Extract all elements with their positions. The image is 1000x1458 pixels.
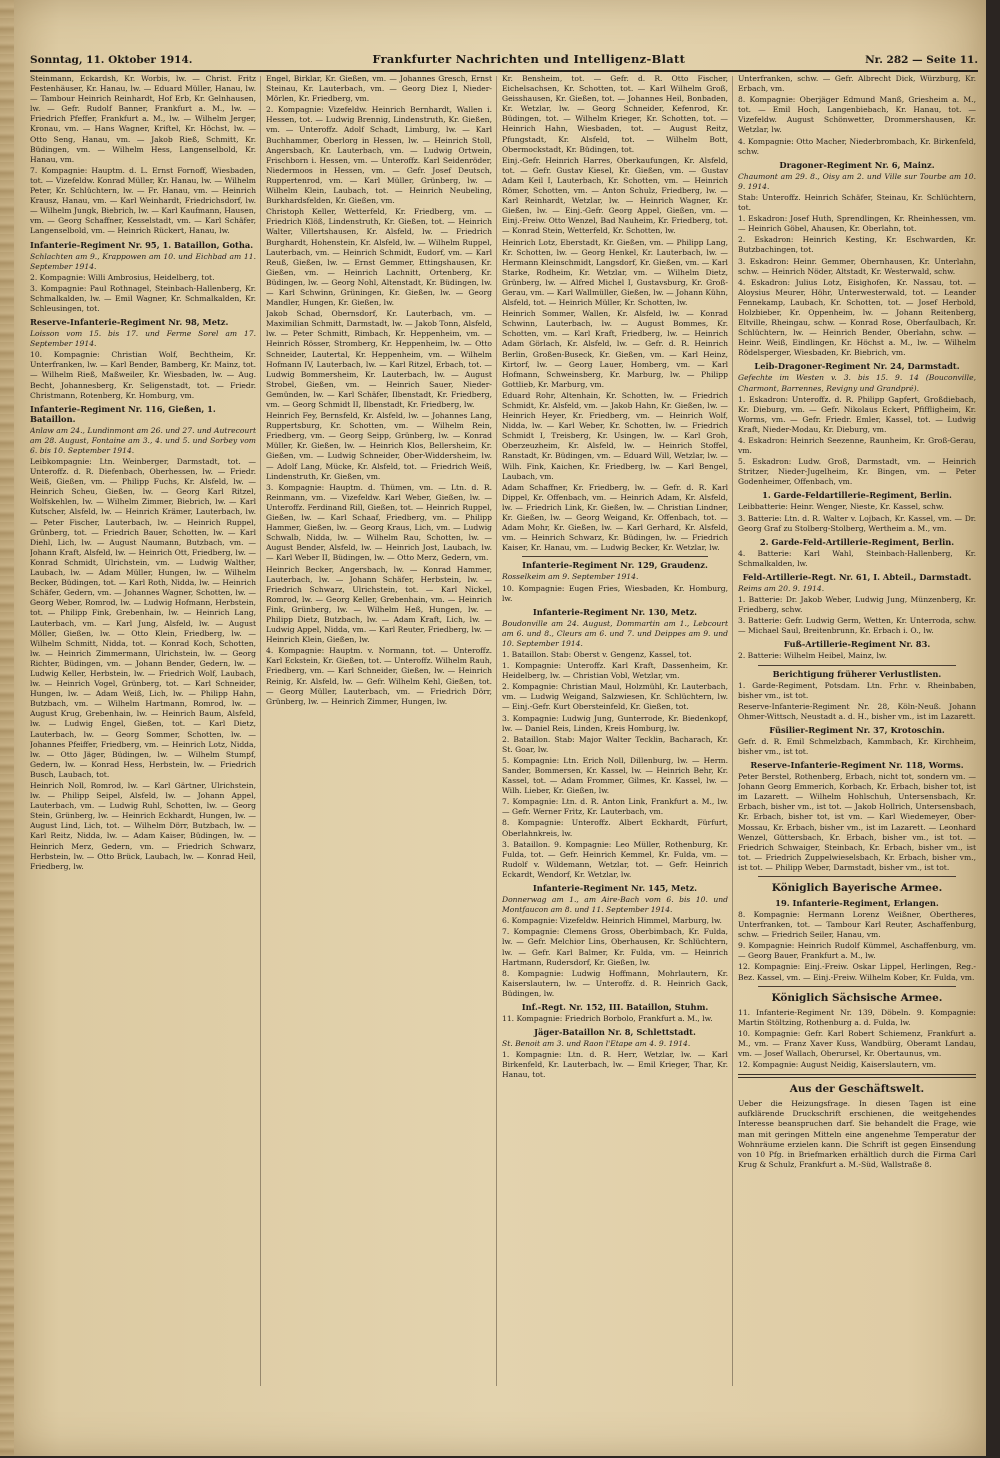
paragraph: 1. Bataillon. Stab: Oberst v. Gengenz, Kassel, tot.	[502, 649, 692, 659]
regiment-heading: 1. Garde-Feldartillerie-Regiment, Berlin.	[762, 490, 952, 501]
paragraph: 3. Kompagnie: Paul Rothnagel, Steinbach-Hallenberg, Kr. Schmalkalden, lw. — Emil Wagner, Kr. Schmalkalden, Kr. Schleusingen, tot.	[30, 283, 256, 313]
paragraph: Heinrich Noll, Romrod, lw. — Karl Gärtner, Ulrichstein, lw. — Philipp Seipel, Alsfeld, lw. — Johann Appel, Lauterbach, vm. — Ludwig Ruhl, Schotten, lw. — Georg Stein, Grünberg, lw. — Heinrich Eckhardt, Hungen, lw. — August Lind, Lich, tot. — Wilhelm Dörr, Butzbach, lw. — Karl Reitz, Nidda, lw. — Adam Kaiser, Büdingen, lw. — Heinrich Merz, Gedern, vm. — Friedrich Schwarz, Herbstein, lw. — Otto Brück, Laubach, lw. — Konrad Heil, Friedberg, lw.	[30, 781, 256, 871]
paragraph: 2. Kompagnie: Vizefeldw. Heinrich Bernhardt, Wallen i. Hessen, tot. — Ludwig Brennig, Lindenstruth, Kr. Gießen, vm. — Unteroffz. Adolf Schadt, Limburg, lw. — Karl Buchhammer, Oberlorg in Hessen, lw. — Heinrich Stoll, Angersbach, Kr. Lauterbach, vm. — Ludwig Ortwein, Frischborn i. Hessen, vm. — Unteroffz. Karl Seidenröder, Niedermoos in Hessen, vm. — Gefr. Josef Deutsch, Ruppertenrod, vm. — Karl Müller, Grünberg, lw. — Wilhelm Klein, Laubach, tot. — Heinrich Neubeling, Burkhardsfelden, Kr. Gießen, vm.	[266, 105, 492, 206]
section-heading: Berichtigung früherer Verlustlisten.	[772, 668, 942, 679]
paragraph: 12. Kompagnie: Einj.-Freiw. Oskar Lippel, Herlingen, Reg.-Bez. Kassel, vm. — Einj.-Freiw. Wilhelm Kober, Kr. Fulda, vm.	[738, 962, 976, 982]
paragraph: Heinrich Sommer, Wallen, Kr. Alsfeld, lw. — Konrad Schwinn, Lauterbach, lw. — August Bommes, Kr. Schotten, vm. — Karl Kraft, Friedberg, lw. — Heinrich Adam Görlach, Kr. Alsfeld, lw. — Gefr. d. R. Heinrich Berlin, Großen-Buseck, Kr. Gießen, vm. — Karl Heinz, Kirtorf, lw. — Georg Lauer, Homberg, vm. — Karl Hofmann, Schweinsberg, Kr. Marburg, lw. — Philipp Gottlieb, Kr. Marburg, vm.	[502, 309, 728, 389]
paragraph: 1. Garde-Regiment, Potsdam. Ltn. Frhr. v. Rheinbaben, bisher vm., ist tot.	[738, 680, 976, 700]
army-heading: Königlich Bayerische Armee.	[771, 882, 943, 894]
paragraph: 3. Kompagnie: Hauptm. d. Thümen, vm. — Ltn. d. R. Reinmann, vm. — Vizefeldw. Karl Weber, Gießen, lw. — Unteroffz. Ferdinand Rill, Gießen, tot. — Heinrich Ruppel, Gießen, lw. — Karl Schaaf, Friedberg, vm. — Philipp Hammer, Gießen, lw. — Georg Kraus, Lich, vm. — Ludwig Schwalb, Nidda, lw. — Wilhelm Rau, Schotten, lw. — August Bender, Alsfeld, lw. — Heinrich Jost, Laubach, lw. — Karl Weber II, Büdingen, lw. — Otto Merz, Gedern, vm.	[266, 482, 492, 563]
regiment-heading: Jäger-Bataillon Nr. 8, Schlettstadt.	[534, 1027, 696, 1038]
paragraph: 5. Kompagnie: Ltn. Erich Noll, Dillenburg, lw. — Herm. Sander, Bommersen, Kr. Kassel, lw. — Heinrich Behr, Kr. Kassel, tot. — Adam Frommer, Gilmes, Kr. Kassel, lw. — Wilh. Lieber, Kr. Gießen, lw.	[502, 755, 728, 796]
paragraph: 1. Eskadron: Josef Huth, Sprendlingen, Kr. Rheinhessen, vm. — Heinrich Göbel, Ahausen, Kr. Oberlahn, tot.	[738, 214, 976, 234]
battle-note: Donnerwag am 1., am Aire-Bach vom 6. bis 10. und Montfaucon am 8. und 11. September 1914.	[502, 895, 728, 915]
paragraph: 4. Eskadron: Julius Lotz, Eisighofen, Kr. Nassau, tot. — Aloysius Meurer, Höhr, Unterwesterwald, tot. — Leander Fennekamp, Laubach, Kr. Schotten, tot. — Josef Herbold, Holzbieber, Kr. Oppenheim, lw. — Johann Reitenberg, Eltville, Rheingau, schw. — Konrad Rose, Oberfaulbach, Kr. Schlüchtern, lw. — Heinrich Bender, Oberlahn, schw. — Heinr. Weiß, Eindlingen, Kr. Höchst a. M., lw. — Wilhelm Rödelsperger, Wiesbaden, Kr. Biebrich, vm.	[738, 277, 976, 358]
column-divider	[732, 76, 733, 1386]
paragraph: 8. Kompagnie: Unteroffz. Albert Eckhardt, Fürfurt, Oberlahnkreis, lw.	[502, 818, 728, 838]
issue-date: Sonntag, 11. Oktober 1914.	[30, 54, 193, 66]
paragraph: Peter Berstel, Rothenberg, Erbach, nicht tot, sondern vm. — Johann Georg Emmerich, Korbach, Kr. Erbach, bisher tot, ist im Lazarett. — Wilhelm Hohlschuh, Untersensbach, Kr. Erbach, bisher vm., ist tot. — Jakob Hollrich, Untersensbach, Kr. Erbach, bisher tot, ist vm. — Karl Wiedemeyer, Ober-Mossau, Kr. Erbach, bisher vm., ist im Lazarett. — Leonhard Wenzel, Güttersbach, Kr. Erbach, bisher vm., ist tot. — Friedrich Schwaiger, Steinbach, Kr. Erbach, bisher vm., ist tot. — Friedrich Zuppelwieselsbach, Kr. Erbach, bisher vm., ist tot. — Philipp Weber, Darmstadt, bisher vm., ist tot.	[738, 772, 976, 872]
battle-note: Boudonville am 24. August, Dommartin am 1., Lebcourt am 6. und 8., Cleurs am 6. und 7. und Deippes am 9. und 10. September 1914.	[502, 618, 728, 648]
paragraph: 4. Kompagnie: Hauptm. v. Normann, tot. — Unteroffz. Karl Eckstein, Kr. Gießen, tot. — Unteroffz. Wilhelm Rauh, Friedberg, vm. — Karl Schneider, Gießen, lw. — Heinrich Reinig, Kr. Alsfeld, lw. — Gefr. Wilhelm Kehl, Gießen, tot. — Georg Müller, Lauterbach, vm. — Friedrich Dörr, Grünberg, lw. — Heinrich Zimmer, Hungen, lw.	[266, 646, 492, 706]
army-heading: Königlich Sächsische Armee.	[771, 991, 943, 1004]
regiment-heading: Infanterie-Regiment Nr. 95, 1. Bataillon, Gotha.	[30, 239, 254, 250]
paragraph: 11. Infanterie-Regiment Nr. 139, Döbeln. 9. Kompagnie: Martin Stöltzing, Rothenburg a. d. Fulda, lw.	[738, 1007, 976, 1027]
paragraph: Adam Schaffner, Kr. Friedberg, lw. — Gefr. d. R. Karl Dippel, Kr. Offenbach, vm. — Heinrich Adam, Kr. Alsfeld, lw. — Friedrich Link, Kr. Gießen, lw. — Christian Lindner, Kr. Gießen, lw. — Georg Weigand, Kr. Offenbach, tot. — Adam Mohr, Kr. Gießen, lw. — Karl Gerhard, Kr. Alsfeld, vm. — Heinrich Schwarz, Kr. Büdingen, lw. — Friedrich Kaiser, Kr. Hanau, vm. — Ludwig Becker, Kr. Wetzlar, lw.	[502, 482, 728, 553]
masthead	[30, 52, 978, 72]
regiment-heading: Fuß-Artillerie-Regiment Nr. 83.	[783, 639, 931, 650]
column-1	[30, 74, 256, 1384]
regiment-heading: Reserve-Infanterie-Regiment Nr. 98, Metz.	[30, 317, 229, 328]
paragraph: 3. Eskadron: Heinr. Gemmer, Obernhausen, Kr. Unterlahn, schw. — Heinrich Nöder, Altstadt, Kr. Westerwald, schw.	[738, 256, 976, 276]
paragraph: Steinmann, Eckardsh, Kr. Worbis, lw. — Christ. Fritz Festenhäuser, Kr. Hanau, lw. — Eduard Müller, Hanau, lw. — Tambour Heinrich Reinhardt, Hof Erb, Kr. Gelnhausen, lw. — Gefr. Rudolf Banner, Frankfurt a. M., lw. — Friedrich Pfeffer, Frankfurt a. M., lw. — Wilhelm Jerger, Kronau, vm. — Hans Wagner, Kriftel, Kr. Höchst, lw. — Otto Seng, Hanau, vm. — Jakob Rieß, Schmitt, Kr. Büdingen, vm. — Wilhelm Hess, Langenselbold, Kr. Hanau, vm.	[30, 74, 256, 164]
paragraph: Heinrich Lotz, Eberstadt, Kr. Gießen, vm. — Philipp Lang, Kr. Schotten, lw. — Georg Henkel, Kr. Lauterbach, lw. — Hermann Kleinschmidt, Langsdorf, Kr. Gießen, vm. — Karl Starke, Rodheim, Kr. Wetzlar, vm. — Wilhelm Dietz, Grünberg, lw. — Alfred Michel I, Gustavsburg, Kr. Groß-Gerau, vm. — Karl Wallmüller, Gießen, lw. — Johann Kühn, Alsfeld, tot. — Heinrich Müller, Kr. Schotten, lw.	[502, 237, 728, 308]
paragraph: 1. Batterie: Dr. Jakob Weber, Ludwig Jung, Münzenberg, Kr. Friedberg, schw.	[738, 595, 976, 615]
paragraph: 1. Kompagnie: Ltn. d. R. Herr, Wetzlar, lw. — Karl Birkenfeld, Kr. Lauterbach, lw. — Emil Krieger, Thar, Kr. Hanau, tot.	[502, 1050, 728, 1080]
paragraph: Engel, Birklar, Kr. Gießen, vm. — Johannes Gresch, Ernst Steinau, Kr. Lauterbach, vm. — Georg Diez I, Nieder-Mörlen, Kr. Friedberg, vm.	[266, 74, 492, 104]
paragraph: Stab: Unteroffz. Heinrich Schäfer, Steinau, Kr. Schlüchtern, tot.	[738, 192, 976, 213]
column-divider	[260, 76, 261, 1386]
paragraph: 7. Kompagnie: Ltn. d. R. Anton Link, Frankfurt a. M., lw. — Gefr. Werner Fritz, Kr. Lauterbach, vm.	[502, 797, 728, 817]
battle-note: Rosselkeim am 9. September 1914.	[502, 572, 639, 582]
paragraph: 3. Kompagnie: Ludwig Jung, Gunterrode, Kr. Biedenkopf, lw. — Daniel Reis, Linden, Kreis Homburg, lw.	[502, 713, 728, 733]
paragraph: Gefr. d. R. Emil Schmelzbach, Kammbach, Kr. Kirchheim, bisher vm., ist tot.	[738, 736, 976, 756]
paragraph: 7. Kompagnie: Clemens Gross, Oberbimbach, Kr. Fulda, lw. — Gefr. Melchior Lins, Oberhausen, Kr. Schlüchtern, lw. — Gefr. Karl Balmer, Kr. Fulda, vm. — Heinrich Hartmann, Rudersdorf, Kr. Gießen, lw.	[502, 927, 728, 967]
paragraph: 3. Bataillon. 9. Kompagnie: Leo Müller, Rothenburg, Kr. Fulda, tot. — Gefr. Heinrich Kemmel, Kr. Fulda, vm. — Rudolf v. Wildemann, Wetzlar, tot. — Gefr. Heinrich Eckardt, Wendorf, Kr. Wetzlar, lw.	[502, 839, 728, 879]
paragraph: 10. Kompagnie: Eugen Fries, Wiesbaden, Kr. Homburg, lw.	[502, 583, 728, 603]
battle-note: Loisson vom 15. bis 17. und Ferme Sorel am 17. September 1914.	[30, 329, 256, 349]
battle-note: Anlaw am 24., Lundinmont am 26. und 27. und Autrecourt am 28. August, Fontaine am 3., 4. und 5. und Sorbey vom 6. bis 10. September 1914.	[30, 425, 256, 455]
paragraph: 5. Eskadron: Ludw. Groß, Darmstadt, vm. — Heinrich Stritzer, Nieder-Jugelheim, Kr. Bingen, vm. — Peter Godenheimer, Offenbach, vm.	[738, 457, 976, 487]
paragraph: 8. Kompagnie: Hermann Lorenz Weißner, Obertheres, Unterfranken, tot. — Tambour Karl Reuter, Aschaffenburg, schw. — Friedrich Seiler, Hanau, vm.	[738, 910, 976, 940]
torn-page-edge	[0, 0, 14, 1456]
column-3	[502, 74, 728, 1384]
section-heading-business: Aus der Geschäftswelt.	[789, 1083, 925, 1096]
regiment-heading: Füsilier-Regiment Nr. 37, Krotoschin.	[769, 724, 945, 735]
paragraph: 3. Batterie: Gefr. Ludwig Germ, Wetten, Kr. Unterroda, schw. — Michael Saul, Breitenbrunn, Kr. Erbach i. O., lw.	[738, 616, 976, 636]
regiment-heading: Infanterie-Regiment Nr. 130, Metz.	[532, 606, 698, 617]
paragraph: 1. Kompagnie: Unteroffz. Karl Kraft, Dassenheim, Kr. Heidelberg, lw. — Christian Vobl, Wetzlar, vm.	[502, 661, 728, 681]
regiment-heading: Reserve-Infanterie-Regiment Nr. 118, Worms.	[750, 760, 964, 771]
paragraph: Leibbatterie: Heinr. Wenger, Nieste, Kr. Kassel, schw.	[738, 502, 944, 512]
regiment-heading: Inf.-Regt. Nr. 152, III. Bataillon, Stuhm.	[521, 1001, 709, 1012]
regiment-heading: Feld-Artillerie-Regt. Nr. 61, I. Abteil., Darmstadt.	[742, 571, 972, 582]
paragraph: Leibkompagnie: Ltn. Weinberger, Darmstadt, tot. — Unteroffz. d. R. Diefenbach, Oberhessen, lw. — Friedr. Weiß, Gießen, vm. — Philipp Fuchs, Kr. Alsfeld, lw. — Heinrich Scheu, Gießen, lw. — Georg Karl Ritzel, Wolfskehlen, lw. — Wilhelm Zimmer, Biebrich, lw. — Karl Kutscher, Alsfeld, lw. — Heinrich Krämer, Lauterbach, lw. — Peter Fischer, Lauterbach, lw. — Heinrich Ruppel, Grünberg, tot. — Friedrich Bauer, Schotten, lw. — Karl Diehl, Lich, lw. — August Naumann, Butzbach, vm. — Johann Kraft, Alsfeld, lw. — Heinrich Ott, Friedberg, lw. — Konrad Schmidt, Ulrichstein, vm. — Ludwig Walther, Laubach, lw. — Adam Müller, Hungen, lw. — Wilhelm Becker, Büdingen, tot. — Karl Roth, Nidda, lw. — Heinrich Schäfer, Gedern, vm. — Johannes Wagner, Schotten, lw. — Georg Weber, Romrod, lw. — Ludwig Hofmann, Herbstein, tot. — Philipp Fink, Grebenhain, lw. — Heinrich Lang, Lauterbach, vm. — Karl Jung, Alsfeld, lw. — August Möller, Gießen, lw. — Otto Klein, Friedberg, lw. — Wilhelm Schmitt, Nidda, tot. — Konrad Koch, Schotten, lw. — Heinrich Zimmermann, Ulrichstein, lw. — Georg Richter, Büdingen, vm. — Johann Bender, Gedern, lw. — Ludwig Keller, Herbstein, lw. — Friedrich Wolf, Laubach, lw. — Heinrich Vogel, Grünberg, tot. — Karl Schneider, Hungen, lw. — Adam Weiß, Lich, lw. — Philipp Hahn, Butzbach, vm. — Wilhelm Hartmann, Romrod, lw. — August Krug, Grebenhain, lw. — Heinrich Baum, Alsfeld, lw. — Ludwig Engel, Gießen, tot. — Karl Dietz, Lauterbach, lw. — Georg Sommer, Schotten, lw. — Johannes Pfeiffer, Friedberg, vm. — Heinrich Lotz, Nidda, lw. — Otto Jäger, Büdingen, lw. — Wilhelm Stumpf, Gedern, lw. — Konrad Hess, Herbstein, lw. — Friedrich Busch, Laubach, tot.	[30, 457, 256, 779]
paragraph: 11. Kompagnie: Friedrich Borbolo, Frankfurt a. M., lw.	[502, 1013, 713, 1023]
paragraph: 7. Kompagnie: Hauptm. d. L. Ernst Fornoff, Wiesbaden, tot. — Vizefeldw. Konrad Müller, Kr. Hanau, lw. — Wilhelm Peter, Kr. Schlüchtern, lw. — Fr. Hanau, vm. — Heinrich Krausz, Hanau, vm. — Karl Weinhardt, Friedrichsdorf, lw. — Wilhelm Jungk, Biebrich, lw. — Karl Kaufmann, Hausen, vm. — Georg Schaffner, Kesselstadt, vm. — Karl Schäfer, Langenselbold, vm. — Heinrich Rückert, Hanau, lw.	[30, 165, 256, 236]
paragraph: 3. Batterie: Ltn. d. R. Walter v. Lojbach, Kr. Kassel, vm. — Dr. Georg Graf zu Stolberg-Stolberg, Wertheim a. M., vm.	[738, 513, 976, 533]
paragraph: Heinrich Fey, Bernsfeld, Kr. Alsfeld, lw. — Johannes Lang, Ruppertsburg, Kr. Schotten, vm. — Wilhelm Rein, Friedberg, vm. — Georg Seipp, Grünberg, lw. — Konrad Müller, Kr. Gießen, lw. — Heinrich Klos, Bellersheim, Kr. Gießen, vm. — Ludwig Schneider, Ober-Widdersheim, lw. — Adolf Lang, Mücke, Kr. Alsfeld, tot. — Friedrich Weiß, Lindenstruth, Kr. Gießen, vm.	[266, 411, 492, 481]
paragraph: 4. Eskadron: Heinrich Seezenne, Raunheim, Kr. Groß-Gerau, vm.	[738, 436, 976, 456]
paragraph: 1. Eskadron: Unteroffz. d. R. Philipp Gapfert, Großdiebach, Kr. Dieburg, vm. — Gefr. Nikolaus Eckert, Pfiffligheim, Kr. Worms, vm. — Gefr. Friedr. Emler, Kassel, tot. — Ludwig Kraft, Nieder-Modau, Kr. Dieburg, vm.	[738, 394, 976, 434]
paragraph: 12. Kompagnie: August Neidig, Kaiserslautern, vm.	[738, 1060, 936, 1070]
paragraph: 2. Batterie: Wilhelm Heibel, Mainz, lw.	[738, 651, 887, 661]
regiment-heading: Infanterie-Regiment Nr. 145, Metz.	[532, 883, 698, 894]
regiment-heading: Infanterie-Regiment Nr. 116, Gießen, 1. Bataillon.	[30, 403, 216, 424]
regiment-heading: 2. Garde-Feld-Artillerie-Regiment, Berlin.	[759, 536, 955, 547]
regiment-heading: Leib-Dragoner-Regiment Nr. 24, Darmstadt.	[754, 361, 960, 372]
paragraph: Heinrich Becker, Angersbach, lw. — Konrad Hammer, Lauterbach, lw. — Johann Schäfer, Herbstein, lw. — Friedrich Schwarz, Ulrichstein, tot. — Karl Nickel, Romrod, lw. — Georg Keller, Grebenhain, vm. — Heinrich Fink, Grünberg, lw. — Wilhelm Heß, Hungen, lw. — Philipp Dietz, Butzbach, lw. — Adam Kraft, Lich, lw. — Ludwig Appel, Nidda, vm. — Karl Reuter, Friedberg, lw. — Heinrich Klein, Gießen, lw.	[266, 564, 492, 645]
paragraph: 9. Kompagnie: Heinrich Rudolf Kümmel, Aschaffenburg, vm. — Georg Bauer, Frankfurt a. M., lw.	[738, 941, 976, 961]
battle-note: Reims am 20. 9. 1914.	[738, 583, 825, 593]
paragraph: 2. Kompagnie: Willi Ambrosius, Heidelberg, tot.	[30, 272, 215, 282]
paragraph: Einj.-Gefr. Heinrich Harres, Oberkaufungen, Kr. Alsfeld, tot. — Gefr. Gustav Kiesel, Kr. Gießen, vm. — Gustav Adam Keil I, Lauterbach, Kr. Schotten, vm. — Heinrich Römer, Schotten, vm. — Anton Schulz, Friedberg, lw. — Karl Reinhardt, Wetzlar, lw. — Heinrich Wagner, Kr. Gießen, lw. — Einj.-Gefr. Georg Appel, Gießen, vm. — Einj.-Freiw. Otto Wenzel, Bad Nauheim, Kr. Friedberg, tot. — Konrad Stein, Wetterfeld, Kr. Schotten, lw.	[502, 155, 728, 236]
masthead-rule	[30, 70, 978, 72]
paragraph: 4. Kompagnie: Otto Macher, Niederbrombach, Kr. Birkenfeld, schw.	[738, 136, 976, 156]
paragraph: 2. Bataillon. Stab: Major Walter Tecklin, Bacharach, Kr. St. Goar, lw.	[502, 734, 728, 754]
paragraph: 2. Kompagnie: Christian Maul, Holzmühl, Kr. Lauterbach, vm. — Ludwig Weigand, Salzwiesen, Kr. Schlüchtern, lw. — Einj.-Gefr. Kurt Obersteinfeld, Kr. Gießen, tot.	[502, 682, 728, 712]
regiment-heading: Dragoner-Regiment Nr. 6, Mainz.	[779, 159, 935, 170]
paragraph: 4. Batterie: Karl Wahl, Steinbach-Hallenberg, Kr. Schmalkalden, lw.	[738, 548, 976, 568]
paragraph: Jakob Schad, Obernsdorf, Kr. Lauterbach, vm. — Maximilian Schmitt, Darmstadt, lw. — Jakob Tonn, Alsfeld, lw. — Peter Schmitt, Rimbach, Kr. Heppenheim, vm. — Heinrich Rösser, Stromberg, Kr. Heppenheim, lw. — Otto Schneider, Lautertal, Kr. Heppenheim, vm. — Wilhelm Hofmann IV, Lauterbach, lw. — Karl Ritzel, Erbach, tot. — Ludwig Bommersheim, Kr. Lauterbach, lw. — August Strobel, Gießen, vm. — Heinrich Sauer, Nieder-Gemünden, lw. — Karl Schäfer, Ilbenstadt, Kr. Friedberg, vm. — Georg Schmidt II, Ilbenstadt, Kr. Friedberg, lw.	[266, 309, 492, 409]
column-2	[266, 74, 492, 1384]
page-number: Nr. 282 — Seite 11.	[865, 54, 978, 66]
regiment-heading: Infanterie-Regiment Nr. 129, Graudenz.	[522, 560, 708, 571]
battle-note: Gefechte im Westen v. 3. bis 15. 9. 14 (Bouconville, Charmont, Barrennes, Revigny und Grandpré).	[738, 373, 976, 393]
paragraph: Unterfranken, schw. — Gefr. Albrecht Dick, Würzburg, Kr. Erbach, vm.	[738, 74, 976, 94]
battle-note: Schlachten am 9., Krappowen am 10. und Eichbad am 11. September 1914.	[30, 251, 256, 271]
paragraph: Ueber die Heizungsfrage. In diesen Tagen ist eine aufklärende Druckschrift erschienen, die weitgehendes Interesse beanspruchen darf. Sie behandelt die Frage, wie man mit geringen Mitteln eine angenehme Temperatur der Wohnräume erzielen kann. Die Schrift ist gegen Einsendung von 10 Pfg. in Briefmarken erhältlich durch die Firma Carl Krug & Schulz, Frankfurt a. M.-Süd, Wallstraße 8.	[738, 1099, 976, 1169]
paragraph: 6. Kompagnie: Vizefeldw. Heinrich Himmel, Marburg, lw.	[502, 916, 722, 926]
section-separator	[758, 986, 956, 987]
paragraph: 2. Eskadron: Heinrich Kesting, Kr. Eschwarden, Kr. Butzbachingen, tot.	[738, 235, 976, 255]
paragraph: Kr. Bensheim, tot. — Gefr. d. R. Otto Fischer, Eichelsachsen, Kr. Schotten, tot. — Karl Wilhelm Groß, Geisshausen, Kr. Gießen, tot. — Johannes Heil, Bonbaden, Kr. Wetzlar, lw. — Georg Schneider, Kefenrod, Kr. Büdingen, tot. — Wilhelm Krieger, Kr. Schotten, tot. — Heinrich Hahn, Wiesbaden, tot. — August Reitz, Pfungstadt, Kr. Alsfeld, tot. — Wilhelm Bott, Obermockstadt, Kr. Büdingen, tot.	[502, 74, 728, 154]
paragraph: 10. Kompagnie: Gefr. Karl Robert Schiemenz, Frankfurt a. M., vm. — Franz Xaver Kuss, Wandbürg, Oberamt Landau, vm. — Josef Wallach, Oberursel, Kr. Obertaunus, vm.	[738, 1028, 976, 1059]
battle-note: Chaumont am 29. 8., Oisy am 2. und Ville sur Tourbe am 10. 9. 1914.	[738, 171, 976, 191]
newspaper-title: Frankfurter Nachrichten und Intelligenz-Blatt	[372, 52, 686, 66]
paragraph: Christoph Keller, Wetterfeld, Kr. Friedberg, vm. — Friedrich Klöß, Lindenstruth, Kr. Gießen, tot. — Heinrich Walter, Villertshausen, Kr. Alsfeld, lw. — Friedrich Burghardt, Hohenstein, Kr. Alsfeld, lw. — Wilhelm Ruppel, Lauterbach, vm. — Heinrich Schmidt, Eudorf, vm. — Karl Reuß, Gießen, lw. — Ernst Gemmer, Ettingshausen, Kr. Gießen, vm. — Heinrich Lachnitt, Ortenberg, Kr. Büdingen, lw. — Georg Nohl, Altenstadt, Kr. Büdingen, lw. — Karl Schwinn, Grüningen, Kr. Gießen, lw. — Georg Mandler, Hungen, Kr. Gießen, lw.	[266, 207, 492, 308]
section-separator	[738, 1074, 976, 1078]
paragraph: Eduard Rohr, Altenhain, Kr. Schotten, lw. — Friedrich Schmidt, Kr. Alsfeld, vm. — Jakob Hahn, Kr. Gießen, lw. — Heinrich Heyer, Kr. Friedberg, vm. — Heinrich Wolf, Nidda, lw. — Karl Weber, Kr. Schotten, lw. — Friedrich Schmidt I, Treisberg, Kr. Usingen, lw. — Karl Groh, Oberzeuzheim, Kr. Alsfeld, lw. — Heinrich Stoffel, Ranstadt, Kr. Büdingen, vm. — Eduard Will, Wetzlar, lw. — Wilh. Fink, Kaichen, Kr. Friedberg, lw. — Karl Bengel, Laubach, vm.	[502, 390, 728, 481]
section-separator	[758, 876, 956, 877]
column-4	[738, 74, 976, 1384]
regiment-heading: 19. Infanterie-Regiment, Erlangen.	[775, 898, 939, 908]
paragraph: Reserve-Infanterie-Regiment Nr. 28, Köln-Neuß. Johann Ohmer-Wittsch, Neustadt a. d. H., bisher vm., ist im Lazarett.	[738, 701, 976, 721]
section-separator	[758, 665, 956, 666]
paragraph: 8. Kompagnie: Oberjäger Edmund Manß, Griesheim a. M., tot. — Emil Hoch, Langenbiebach, Kr. Hanau, tot. — Vizefeldw. August Schönwetter, Drommershausen, Kr. Wetzlar, lw.	[738, 95, 976, 135]
battle-note: St. Benoit am 3. und Raon l'Etape am 4. 9. 1914.	[502, 1039, 691, 1049]
section-separator	[522, 556, 708, 557]
paragraph: 10. Kompagnie: Christian Wolf, Bechtheim, Kr. Unterfranken, lw. — Karl Bender, Bamberg, Kr. Mainz, tot. — Wilhelm Rieß, Maßweiler, Kr. Wiesbaden, lw. — Aug. Becht, Johannesberg, Kr. Seligenstadt, tot. — Friedr. Christmann, Rotenberg, Kr. Homburg, vm.	[30, 350, 256, 400]
paragraph: 8. Kompagnie: Ludwig Hoffmann, Mohrlautern, Kr. Kaiserslautern, lw. — Unteroffz. d. R. Heinrich Gack, Büdingen, lw.	[502, 968, 728, 998]
column-divider	[496, 76, 497, 1386]
